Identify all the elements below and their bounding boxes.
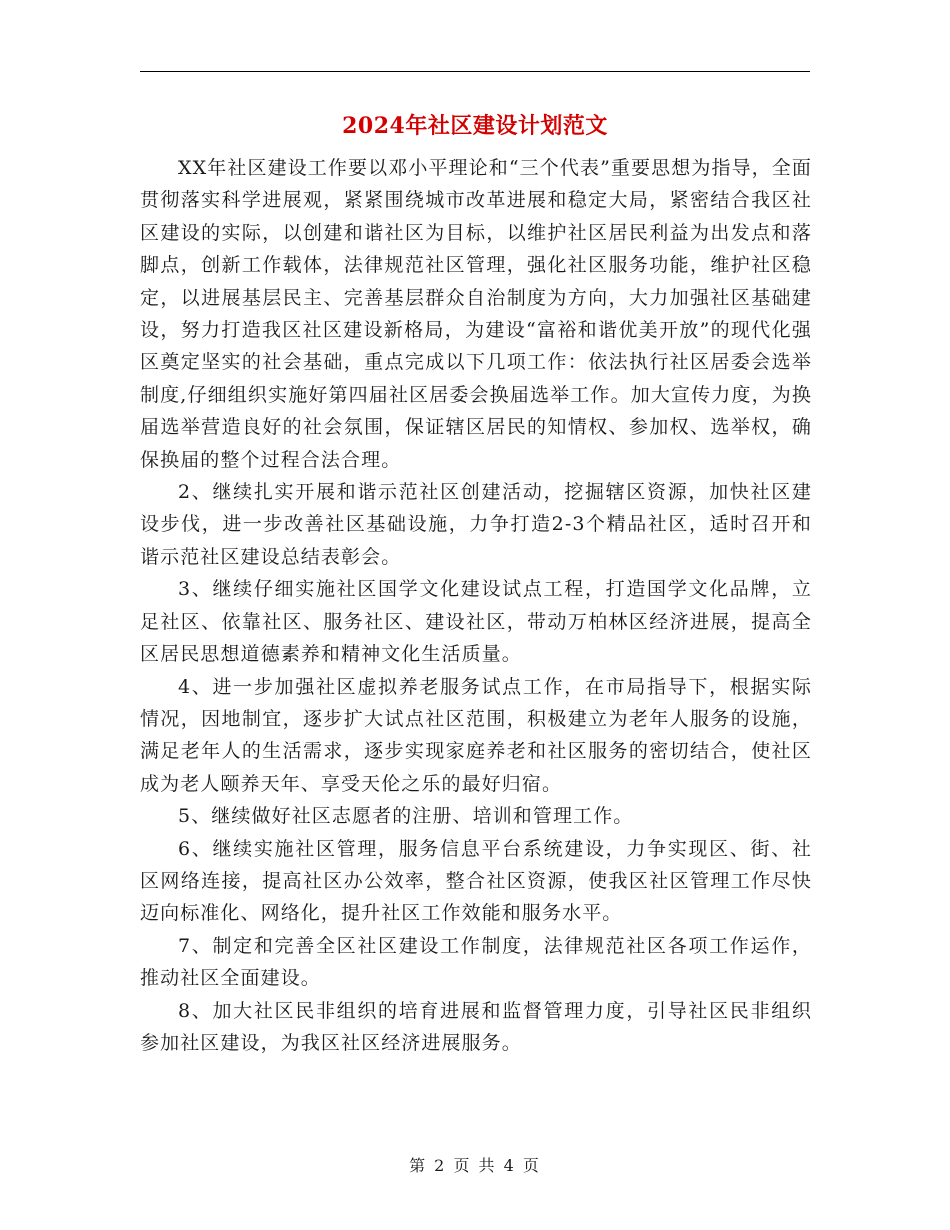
paragraph-item-7: 7、制定和完善全区社区建设工作制度，法律规范社区各项工作运作，推动社区全面建设。 <box>140 934 812 990</box>
page-number: 第 2 页 共 4 页 <box>409 1156 541 1175</box>
paragraph-item-5: 5、继续做好社区志愿者的注册、培训和管理工作。 <box>178 805 634 828</box>
paragraph-item-6: 6、继续实施社区管理，服务信息平台系统建设，力争实现区、街、社区网络连接，提高社区办公效率，整合社区资源，使我区社区管理工作尽快迈向标准化、网络化，提升社区工作效能和服务水平。 <box>140 837 812 925</box>
paragraph-intro: XX年社区建设工作要以邓小平理论和“三个代表”重要思想为指导，全面贯彻落实科学进展观，紧紧围绕城市改革进展和稳定大局，紧密结合我区社区建设的实际，以创建和谐社区为目标，以维护社区居民利益为出发点和落脚点，创新工作载体，法律规范社区管理，强化社区服务功能，维护社区稳定，以进展基层民主、完善基层群众自治制度为方向，大力加强社区基础建设，努力打造我区社区建设新格局，为建设“富裕和谐优美开放”的现代化强区奠定坚实的社会基础，重点完成以下几项工作：依法执行社区居委会选举制度,仔细组织实施好第四届社区居委会换届选举工作。加大宣传力度，为换届选举营造良好的社会氛围，保证辖区居民的知情权、参加权、选举权，确保换届的整个过程合法合理。 <box>140 157 812 471</box>
header-rule <box>140 71 810 72</box>
document-title: 2024年社区建设计划范文 <box>342 113 608 139</box>
paragraph-item-2: 2、继续扎实开展和谐示范社区创建活动，挖掘辖区资源，加快社区建设步伐，进一步改善社区基础设施，力争打造2-3个精品社区，适时召开和谐示范社区建设总结表彰会。 <box>140 481 812 568</box>
document-body <box>140 152 812 1059</box>
paragraph-item-4: 4、进一步加强社区虚拟养老服务试点工作，在市局指导下，根据实际情况，因地制宜，逐步扩大试点社区范围，积极建立为老年人服务的设施，满足老年人的生活需求，逐步实现家庭养老和社区服务的密切结合，使社区成为老人颐养天年、享受天伦之乐的最好归宿。 <box>140 675 812 795</box>
paragraph-item-8: 8、加大社区民非组织的培育进展和监督管理力度，引导社区民非组织参加社区建设，为我区社区经济进展服务。 <box>140 999 812 1054</box>
paragraph-item-3: 3、继续仔细实施社区国学文化建设试点工程，打造国学文化品牌，立足社区、依靠社区、服务社区、建设社区，带动万柏林区经济进展，提高全区居民思想道德素养和精神文化生活质量。 <box>140 578 812 666</box>
